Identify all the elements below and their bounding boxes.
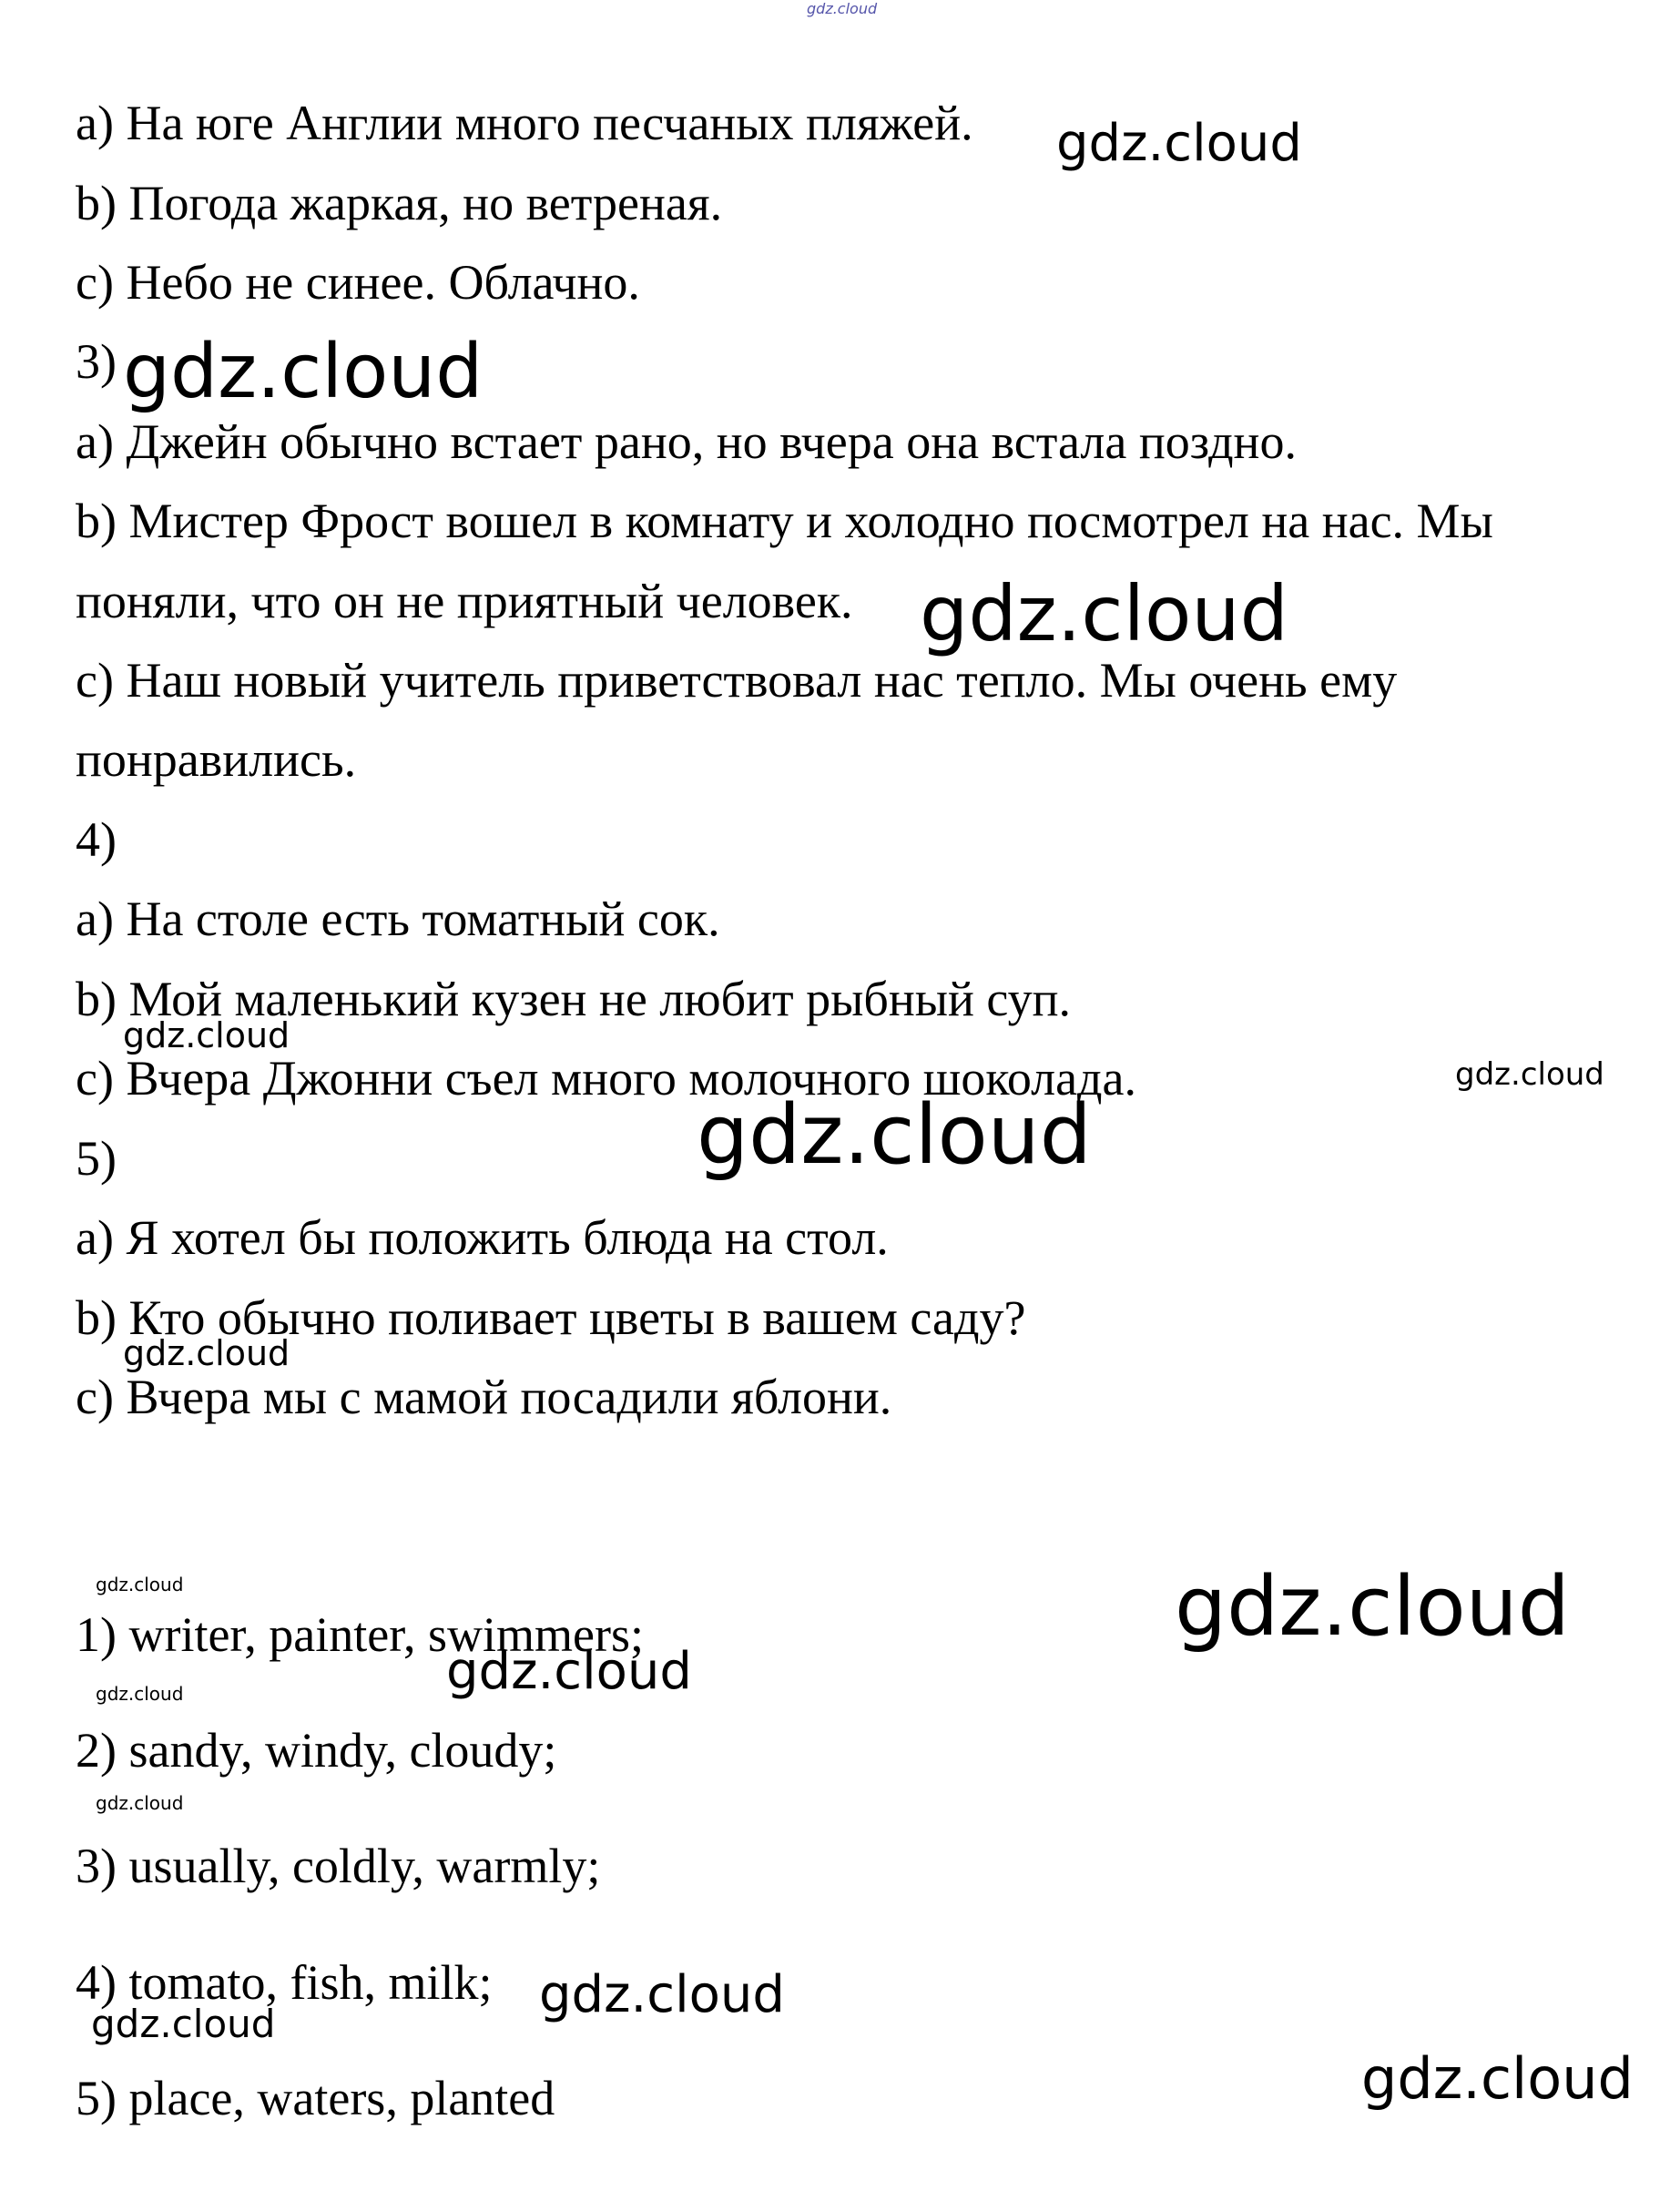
watermark: gdz.cloud [123,329,484,415]
answer-line: 3) usually, coldly, warmly; [76,1839,601,1893]
text-line: поняли, что он не приятный человек. [76,574,853,628]
watermark: gdz.cloud [1175,1559,1570,1655]
answer-line: 5) place, waters, planted [76,2071,555,2125]
text-line: a) На юге Англии много песчаных пляжей. [76,96,973,150]
text-line: b) Мистер Фрост вошел в комнату и холодно посмотрел на нас. Мы [76,494,1493,548]
watermark: gdz.cloud [91,2002,276,2046]
text-line: c) Небо не синее. Облачно. [76,255,640,310]
watermark: gdz.cloud [539,1965,785,2024]
text-line: c) Наш новый учитель приветствовал нас тепло. Мы очень ему [76,653,1398,708]
answer-line: 4) tomato, fish, milk; [76,1955,493,2010]
section-number-3: 3) [76,334,117,389]
section-number-4: 4) [76,812,117,867]
watermark: gdz.cloud [446,1642,692,1701]
text-line: a) Джейн обычно встает рано, но вчера она встала поздно. [76,414,1297,469]
text-line: c) Вчера Джонни съел много молочного шоколада. [76,1051,1136,1106]
text-line: c) Вчера мы с мамой посадили яблони. [76,1370,892,1424]
answer-line: 1) writer, painter, swimmers; [76,1607,645,1662]
text-line: b) Погода жаркая, но ветреная. [76,176,723,230]
watermark: gdz.cloud [1361,2045,1634,2112]
watermark-top: gdz.cloud [807,0,878,17]
text-line: a) На столе есть томатный сок. [76,892,720,946]
watermark: gdz.cloud [1455,1056,1604,1093]
watermark: gdz.cloud [96,1683,184,1705]
watermark: gdz.cloud [96,1574,184,1595]
watermark: gdz.cloud [123,1015,290,1055]
text-line: a) Я хотел бы положить блюда на стол. [76,1210,889,1265]
answer-line: 2) sandy, windy, cloudy; [76,1723,557,1778]
section-number-5: 5) [76,1131,117,1186]
watermark: gdz.cloud [1056,114,1302,173]
watermark: gdz.cloud [96,1792,184,1814]
watermark: gdz.cloud [123,1333,290,1373]
watermark: gdz.cloud [697,1087,1092,1183]
text-line: b) Кто обычно поливает цветы в вашем саду? [76,1290,1026,1345]
watermark: gdz.cloud [920,569,1288,658]
text-line: понравились. [76,732,357,787]
text-line: b) Мой маленький кузен не любит рыбный суп. [76,972,1072,1026]
